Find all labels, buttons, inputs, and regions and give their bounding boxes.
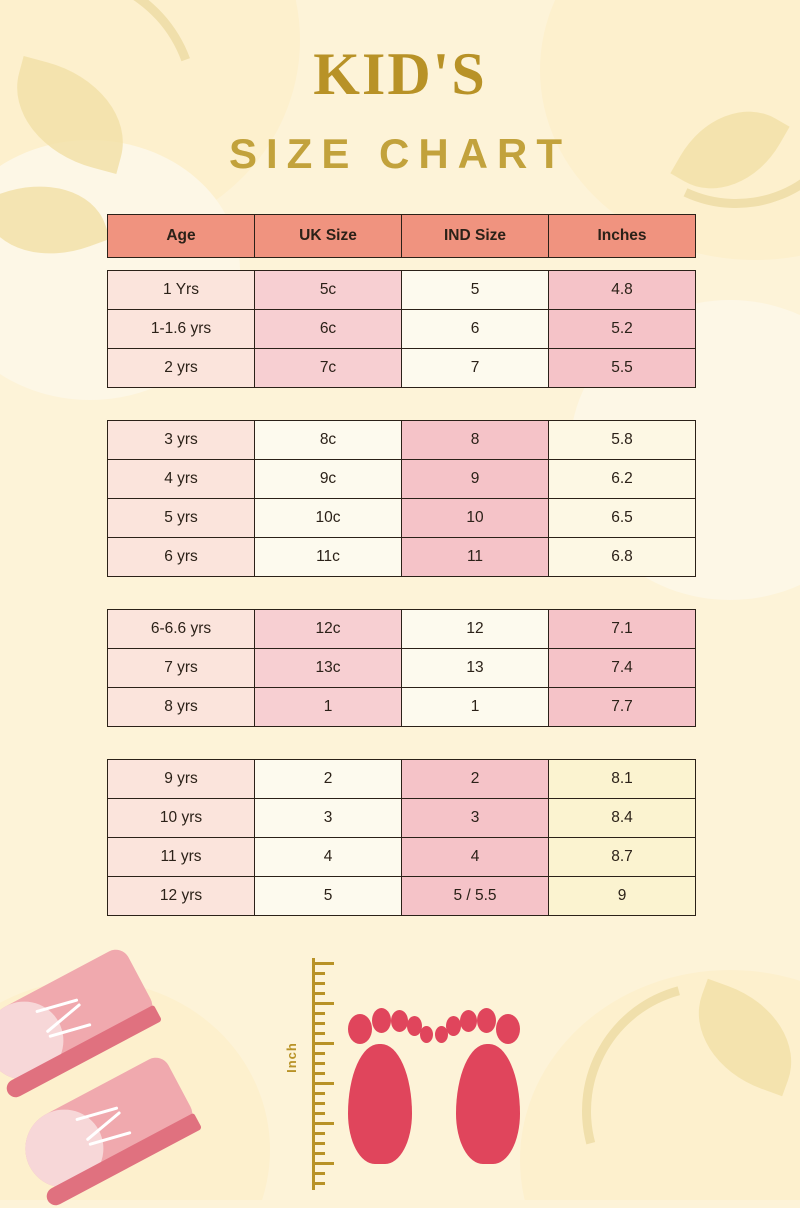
foot-toe <box>496 1014 520 1044</box>
cell-inches: 7.4 <box>549 649 696 688</box>
cell-ind: 11 <box>402 538 549 577</box>
table-row <box>108 649 696 688</box>
column-header-inches: Inches <box>549 215 696 258</box>
table-row <box>108 271 696 310</box>
ruler-tick <box>312 1022 325 1025</box>
cell-ind: 2 <box>402 760 549 799</box>
table-row <box>108 877 696 916</box>
table-row <box>108 538 696 577</box>
cell-ind: 5 <box>402 271 549 310</box>
footprints-icon <box>340 1006 550 1186</box>
cell-age: 2 yrs <box>108 349 255 388</box>
ruler-tick <box>312 1062 325 1065</box>
ruler-tick <box>312 1162 334 1165</box>
ruler-tick <box>312 1092 325 1095</box>
foot-toe <box>348 1014 372 1044</box>
cell-inches: 5.2 <box>549 310 696 349</box>
ruler-tick <box>312 1142 325 1145</box>
cell-uk: 2 <box>255 760 402 799</box>
ruler-tick <box>312 1182 325 1185</box>
table-header <box>107 214 696 258</box>
cell-age: 9 yrs <box>108 760 255 799</box>
ruler-tick <box>312 1072 325 1075</box>
size-table-group-4 <box>107 759 696 916</box>
foot-toe <box>372 1008 391 1033</box>
ruler-tick <box>312 1102 325 1105</box>
size-tables <box>107 178 693 916</box>
table-row <box>108 460 696 499</box>
size-table-group-1 <box>107 270 696 388</box>
cell-age: 11 yrs <box>108 838 255 877</box>
cell-age: 8 yrs <box>108 688 255 727</box>
ruler-tick <box>312 1032 325 1035</box>
cell-age: 6 yrs <box>108 538 255 577</box>
table-row <box>108 760 696 799</box>
foot-toe <box>420 1026 433 1043</box>
cell-ind: 8 <box>402 421 549 460</box>
column-header-ind: IND Size <box>402 215 549 258</box>
cell-inches: 7.1 <box>549 610 696 649</box>
table-row <box>108 421 696 460</box>
ruler-tick <box>312 1042 334 1045</box>
cell-inches: 8.4 <box>549 799 696 838</box>
table-row <box>108 310 696 349</box>
column-header-age: Age <box>108 215 255 258</box>
cell-inches: 9 <box>549 877 696 916</box>
ruler-unit-label: Inch <box>283 1042 299 1073</box>
ruler-tick <box>312 1172 325 1175</box>
sneakers-icon <box>0 960 210 1200</box>
cell-uk: 5 <box>255 877 402 916</box>
cell-inches: 8.7 <box>549 838 696 877</box>
cell-age: 12 yrs <box>108 877 255 916</box>
cell-inches: 8.1 <box>549 760 696 799</box>
table-row <box>108 799 696 838</box>
cell-age: 1 Yrs <box>108 271 255 310</box>
size-table-group-3 <box>107 609 696 727</box>
ruler-tick <box>312 962 334 965</box>
cell-uk: 11c <box>255 538 402 577</box>
cell-age: 1-1.6 yrs <box>108 310 255 349</box>
cell-inches: 6.8 <box>549 538 696 577</box>
size-table-group-2 <box>107 420 696 577</box>
cell-age: 5 yrs <box>108 499 255 538</box>
cell-inches: 6.2 <box>549 460 696 499</box>
foot-sole-left <box>348 1044 412 1164</box>
ruler-tick <box>312 1002 334 1005</box>
cell-age: 4 yrs <box>108 460 255 499</box>
cell-ind: 12 <box>402 610 549 649</box>
table-row <box>108 349 696 388</box>
bottom-artwork <box>0 930 800 1200</box>
column-header-uk: UK Size <box>255 215 402 258</box>
ruler-tick <box>312 1122 334 1125</box>
cell-uk: 1 <box>255 688 402 727</box>
table-row <box>108 499 696 538</box>
cell-ind: 7 <box>402 349 549 388</box>
chart-title-block <box>0 0 800 178</box>
foot-sole-right <box>456 1044 520 1164</box>
ruler-tick <box>312 982 325 985</box>
cell-uk: 7c <box>255 349 402 388</box>
ruler-tick <box>312 1012 325 1015</box>
ruler-tick <box>312 1152 325 1155</box>
cell-inches: 5.8 <box>549 421 696 460</box>
cell-ind: 4 <box>402 838 549 877</box>
cell-inches: 7.7 <box>549 688 696 727</box>
table-header-row <box>108 215 696 258</box>
ruler-icon <box>283 958 326 1190</box>
cell-age: 7 yrs <box>108 649 255 688</box>
cell-ind: 1 <box>402 688 549 727</box>
cell-ind: 6 <box>402 310 549 349</box>
cell-uk: 4 <box>255 838 402 877</box>
ruler-tick <box>312 972 325 975</box>
cell-ind: 9 <box>402 460 549 499</box>
foot-toe <box>446 1016 461 1036</box>
cell-uk: 3 <box>255 799 402 838</box>
page-subtitle: SIZE CHART <box>229 130 571 177</box>
cell-age: 10 yrs <box>108 799 255 838</box>
ruler-tick <box>312 1082 334 1085</box>
cell-uk: 6c <box>255 310 402 349</box>
table-row <box>108 838 696 877</box>
ruler-tick <box>312 1052 325 1055</box>
cell-ind: 3 <box>402 799 549 838</box>
cell-inches: 4.8 <box>549 271 696 310</box>
cell-inches: 6.5 <box>549 499 696 538</box>
ruler-tick <box>312 1132 325 1135</box>
table-row <box>108 688 696 727</box>
cell-age: 6-6.6 yrs <box>108 610 255 649</box>
table-row <box>108 610 696 649</box>
cell-age: 3 yrs <box>108 421 255 460</box>
cell-ind: 13 <box>402 649 549 688</box>
cell-uk: 9c <box>255 460 402 499</box>
cell-inches: 5.5 <box>549 349 696 388</box>
page-title: KID'S <box>313 41 487 107</box>
cell-uk: 8c <box>255 421 402 460</box>
cell-uk: 10c <box>255 499 402 538</box>
foot-toe <box>435 1026 448 1043</box>
ruler-tick <box>312 1112 325 1115</box>
cell-uk: 5c <box>255 271 402 310</box>
cell-uk: 13c <box>255 649 402 688</box>
ruler-tick <box>312 992 325 995</box>
cell-uk: 12c <box>255 610 402 649</box>
foot-toe <box>460 1010 477 1032</box>
cell-ind: 5 / 5.5 <box>402 877 549 916</box>
foot-toe <box>391 1010 408 1032</box>
cell-ind: 10 <box>402 499 549 538</box>
foot-toe <box>477 1008 496 1033</box>
